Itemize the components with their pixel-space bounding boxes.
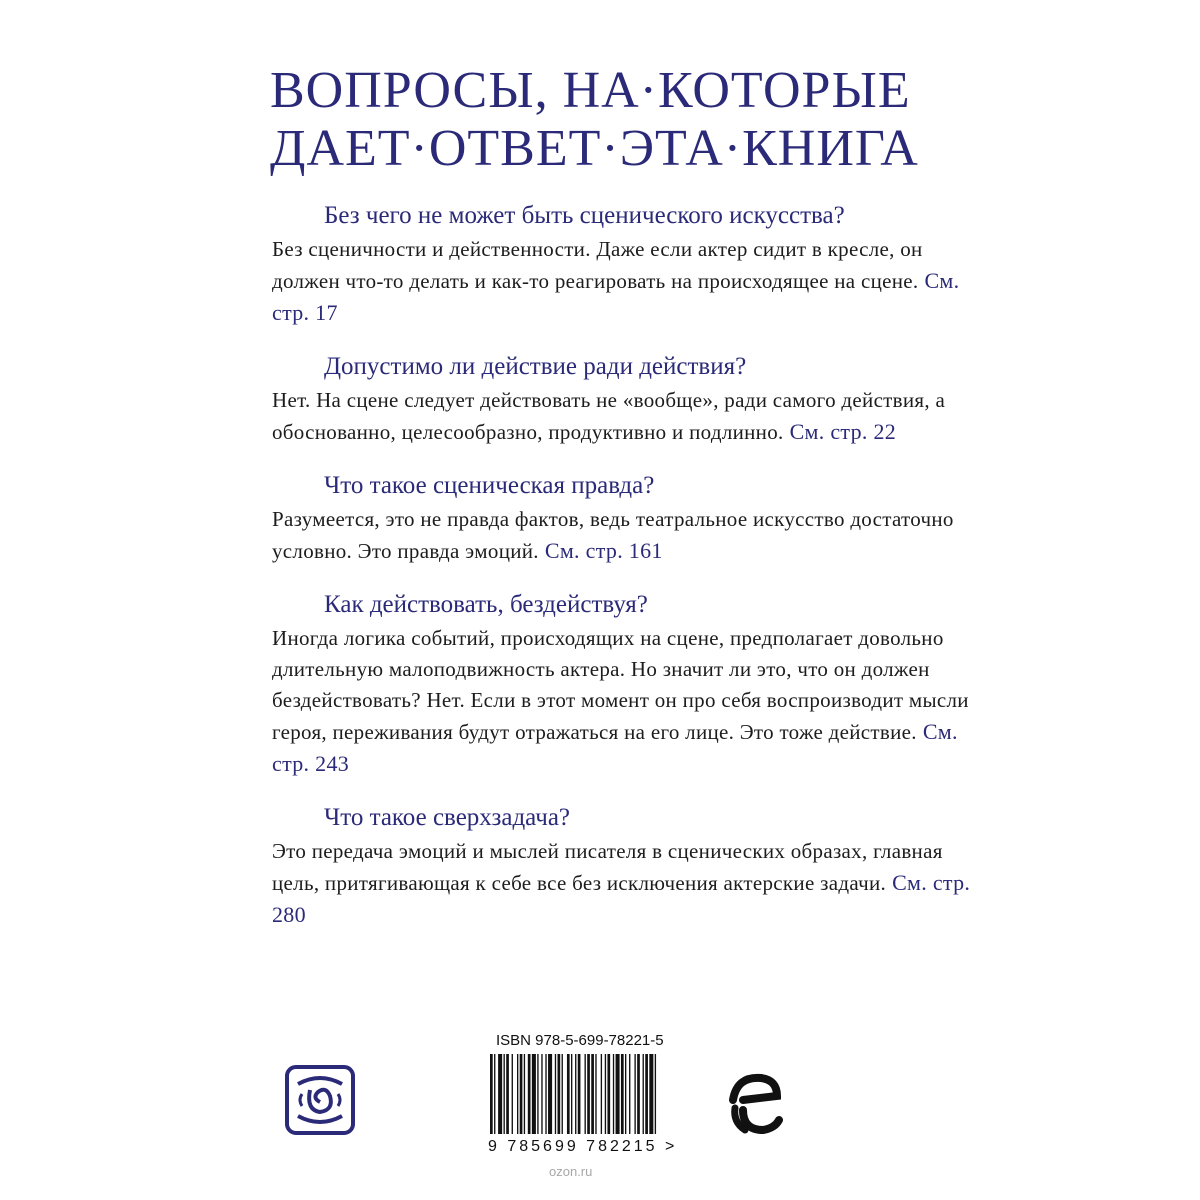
barcode-bar <box>591 1054 594 1134</box>
barcode-bar <box>587 1054 590 1134</box>
question: Без чего не может быть сценического искусства? <box>324 202 845 229</box>
barcode <box>486 1054 706 1138</box>
barcode-bar <box>595 1054 596 1134</box>
barcode-bar <box>490 1054 493 1134</box>
barcode-bar <box>634 1054 635 1134</box>
barcode-bar <box>548 1054 552 1134</box>
barcode-bar <box>520 1054 523 1134</box>
answer <box>272 836 972 931</box>
barcode-bar <box>649 1054 653 1134</box>
answer <box>272 504 972 567</box>
question: Допустимо ли действие ради действия? <box>324 353 747 380</box>
barcode-bar <box>629 1054 630 1134</box>
barcode-bar <box>498 1054 502 1134</box>
qa-item <box>272 200 972 329</box>
page-reference: См. стр. 22 <box>789 419 897 444</box>
answer-text: Иногда логика событий, происходящих на сцене, предполагает довольно длительную малоподвижность актера. Но значит ли это, что он должен бездействовать? Нет. Если в этот момент он про себя воспроизводит мысли героя, переживания будут отражаться на его лице. Это тоже действие. <box>272 626 969 744</box>
barcode-bar <box>607 1054 610 1134</box>
answer-text: Разумеется, это не правда фактов, ведь театральное искусство достаточно условно. Это правда эмоций. <box>272 507 954 563</box>
barcode-bar <box>571 1054 572 1134</box>
publisher-logo-icon <box>284 1064 356 1140</box>
barcode-bar <box>601 1054 602 1134</box>
page-reference: См. стр. 161 <box>544 538 663 563</box>
qa-item <box>272 802 972 931</box>
barcode-bar <box>512 1054 513 1134</box>
barcode-bar <box>616 1054 620 1134</box>
barcode-bar <box>613 1054 614 1134</box>
qa-item <box>272 351 972 448</box>
question: Что такое сверхзадача? <box>324 804 571 831</box>
answer <box>272 234 972 329</box>
barcode-bar <box>645 1054 648 1134</box>
barcode-bar <box>504 1054 505 1134</box>
watermark: ozon.ru <box>549 1164 593 1179</box>
title-line-1: ВОПРОСЫ, НА·КОТОРЫЕ <box>270 62 911 119</box>
barcode-bar <box>585 1054 586 1134</box>
barcode-bar <box>578 1054 581 1134</box>
barcode-bar <box>494 1054 495 1134</box>
page-reference: См. стр. 280 <box>272 870 971 927</box>
barcode-bar <box>555 1054 556 1134</box>
qa-list <box>272 200 972 953</box>
question: Как действовать, бездействуя? <box>324 591 648 618</box>
eksmo-logo-icon <box>727 1070 783 1144</box>
page-reference: См. стр. 17 <box>272 268 960 325</box>
barcode-bar <box>524 1054 525 1134</box>
qa-item <box>272 589 972 780</box>
barcode-bar <box>575 1054 576 1134</box>
answer-text: Это передача эмоций и мыслей писателя в сценических образах, главная цель, притягивающая к себе все без исключения актерские задачи. <box>272 839 943 895</box>
barcode-bar <box>541 1054 542 1134</box>
answer-text: Нет. На сцене следует действовать не «вообще», ради самого действия, а обоснованно, целесообразно, продуктивно и подлинно. <box>272 388 946 444</box>
question: Что такое сценическая правда? <box>324 472 655 499</box>
barcode-digits: 9 785699 782215 > <box>488 1138 678 1155</box>
isbn-label: ISBN 978-5-699-78221-5 <box>496 1032 664 1049</box>
answer <box>272 385 972 448</box>
barcode-bar <box>605 1054 606 1134</box>
barcode-bar <box>528 1054 531 1134</box>
barcode-bar <box>558 1054 561 1134</box>
qa-item <box>272 470 972 567</box>
barcode-bar <box>567 1054 570 1134</box>
barcode-bar <box>537 1054 538 1134</box>
page-title <box>270 62 970 178</box>
barcode-bar <box>517 1054 518 1134</box>
answer-text: Без сценичности и действенности. Даже если актер сидит в кресле, он должен что-то делать и как-то реагировать на происходящее на сцене. <box>272 237 923 293</box>
barcode-bar <box>637 1054 640 1134</box>
barcode-bar <box>532 1054 536 1134</box>
barcode-bar <box>625 1054 626 1134</box>
page-reference: См. стр. 243 <box>272 719 958 776</box>
barcode-bar <box>562 1054 563 1134</box>
barcode-bar <box>655 1054 656 1134</box>
barcode-bar <box>506 1054 509 1134</box>
answer <box>272 623 972 780</box>
barcode-bar <box>643 1054 644 1134</box>
title-line-2: ДАЕТ·ОТВЕТ·ЭТА·КНИГА <box>270 120 919 177</box>
barcode-bar <box>621 1054 624 1134</box>
barcode-bar <box>545 1054 546 1134</box>
